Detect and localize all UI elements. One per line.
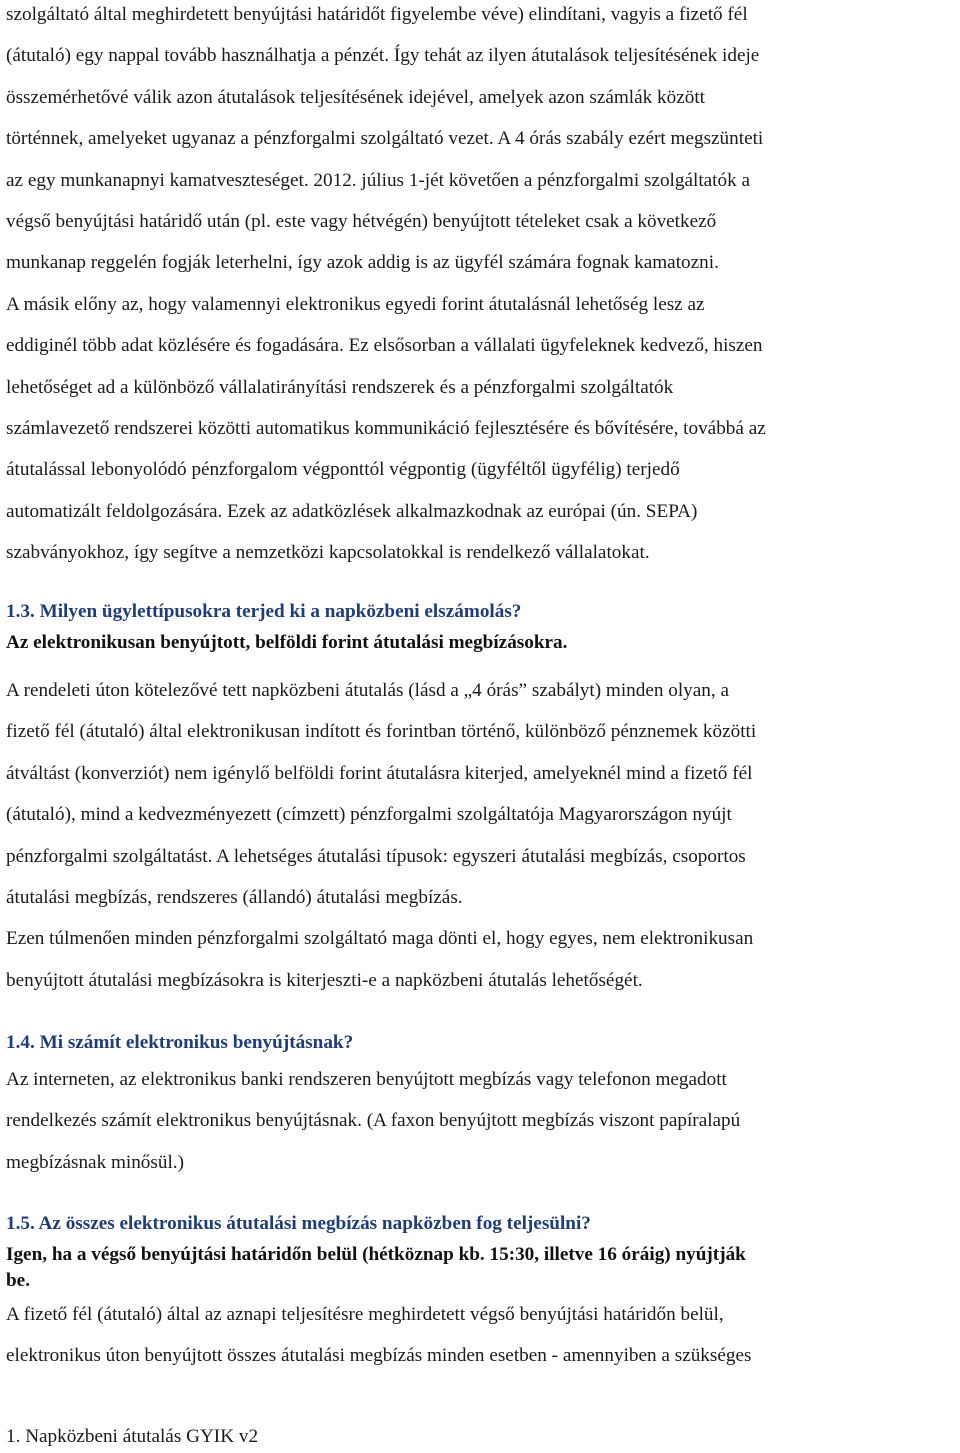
text-line: összemérhetővé válik azon átutalások teljesítésének idejével, amelyek azon számlák között <box>6 86 706 108</box>
text-line: A fizető fél (átutaló) által az aznapi teljesítésre meghirdetett végső benyújtási határidőn belül, <box>6 1304 724 1325</box>
text-line: rendelkezés számít elektronikus benyújtásnak. (A faxon benyújtott megbízás viszont papíralapú <box>6 1110 741 1132</box>
section-1-4-body <box>6 1059 956 1183</box>
page-footer: 1. Napközbeni átutalás GYIK v2 <box>6 1426 259 1447</box>
text-line: Az interneten, az elektronikus banki rendszeren benyújtott megbízás vagy telefonon megadott <box>6 1069 727 1090</box>
text-line: benyújtott átutalási megbízásokra is kiterjeszti-e a napközbeni átutalás lehetőségét. <box>6 969 643 991</box>
intro-paragraph <box>6 0 956 574</box>
section-answer: Igen, ha a végső benyújtási határidőn belül (hétköznap kb. 15:30, illetve 16 óráig) nyújtják <box>6 1244 746 1265</box>
text-line: munkanap reggelén fogják leterhelni, így azok addig is az ügyfél számára fognak kamatozni. <box>6 252 719 274</box>
section-1-3 <box>6 597 956 656</box>
text-line: lehetőséget ad a különböző vállalatirányítási rendszerek és a pénzforgalmi szolgáltatók <box>6 376 674 398</box>
text-line: (átutaló) egy nappal tovább használhatja a pénzét. Így tehát az ilyen átutalások teljesítésének ideje <box>6 45 760 67</box>
section-1-5 <box>6 1209 956 1294</box>
text-line: Ezen túlmenően minden pénzforgalmi szolgáltató maga dönti el, hogy egyes, nem elektronikusan <box>6 928 754 950</box>
section-heading: 1.5. Az összes elektronikus átutalási megbízás napközben fog teljesülni? <box>6 1213 591 1234</box>
text-line: szabványokhoz, így segítve a nemzetközi kapcsolatokkal is rendelkező vállalatokat. <box>6 542 650 564</box>
text-line: az egy munkanapnyi kamatveszteséget. 2012. július 1-jét követően a pénzforgalmi szolgáltatók a <box>6 169 750 191</box>
text-line: automatizált feldolgozására. Ezek az adatközlések alkalmazkodnak az európai (ún. SEPA) <box>6 500 698 522</box>
section-1-3-body <box>6 670 956 1001</box>
text-line: fizető fél (átutaló) által elektronikusan indított és forintban történő, különböző pénznemek közötti <box>6 721 757 743</box>
text-line: (átutaló), mind a kedvezményezett (címzett) pénzforgalmi szolgáltatója Magyarországon nyújt <box>6 804 732 826</box>
text-line: megbízásnak minősül.) <box>6 1151 184 1173</box>
text-line: számlavezető rendszerei közötti automatikus kommunikáció fejlesztésére és bővítésére, továbbá az <box>6 418 766 440</box>
text-line: pénzforgalmi szolgáltatást. A lehetséges átutalási típusok: egyszeri átutalási megbízás, csoportos <box>6 845 746 867</box>
text-line: történnek, amelyeket ugyanaz a pénzforgalmi szolgáltató vezet. A 4 órás szabály ezért megszünteti <box>6 128 764 150</box>
text-line: A másik előny az, hogy valamennyi elektronikus egyedi forint átutalásnál lehetőség lesz az <box>6 293 705 315</box>
section-1-5-body <box>6 1294 956 1377</box>
section-1-4 <box>6 1028 956 1058</box>
text-line: végső benyújtási határidő után (pl. este vagy hétvégén) benyújtott tételeket csak a következő <box>6 211 717 233</box>
text-line: szolgáltató által meghirdetett benyújtási határidőt figyelembe véve) elindítani, vagyis a fizető fél <box>6 4 748 25</box>
section-answer: Az elektronikusan benyújtott, belföldi forint átutalási megbízásokra. <box>6 632 568 653</box>
section-heading: 1.3. Milyen ügylettípusokra terjed ki a napközbeni elszámolás? <box>6 601 522 622</box>
text-line: elektronikus úton benyújtott összes átutalási megbízás minden esetben - amennyiben a szükséges <box>6 1345 752 1367</box>
text-line: átutalási megbízás, rendszeres (állandó) átutalási megbízás. <box>6 887 463 909</box>
text-line: eddiginél több adat közlésére és fogadására. Ez elsősorban a vállalati ügyfeleknek kedvező, hiszen <box>6 335 763 357</box>
section-answer: be. <box>6 1270 30 1291</box>
section-heading: 1.4. Mi számít elektronikus benyújtásnak? <box>6 1032 354 1053</box>
text-line: átutalással lebonyolódó pénzforgalom végponttól végpontig (ügyféltől ügyfélig) terjedő <box>6 459 680 481</box>
text-line: A rendeleti úton kötelezővé tett napközbeni átutalás (lásd a „4 órás” szabályt) minden olyan, a <box>6 680 729 701</box>
text-line: átváltást (konverziót) nem igénylő belföldi forint átutalásra kiterjed, amelyeknél mind a fizető fél <box>6 762 753 784</box>
